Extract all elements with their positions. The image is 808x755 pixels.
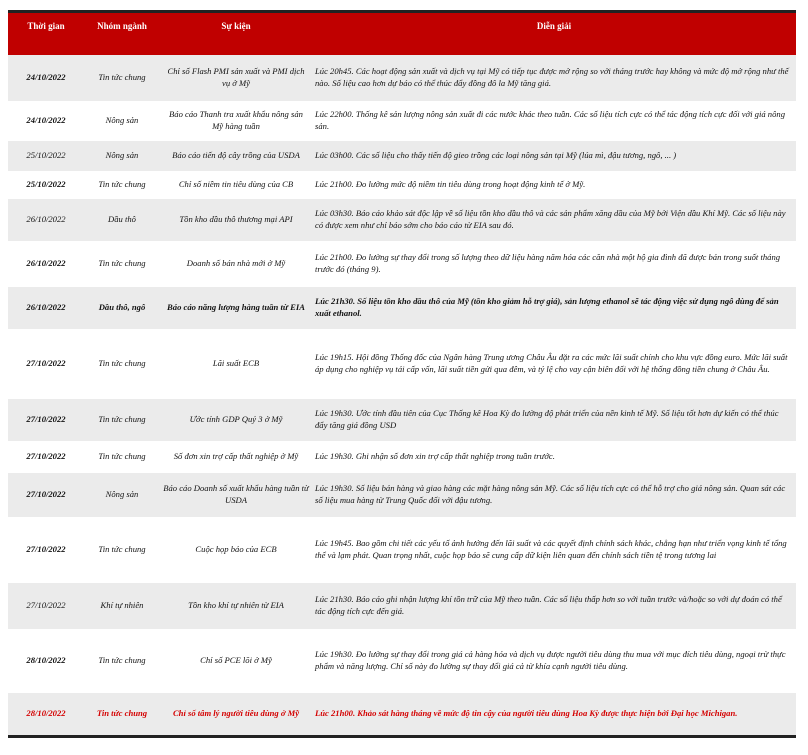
row-event: Doanh số bán nhà mới ở Mỹ	[160, 241, 312, 287]
row-description: Lúc 21h00. Đo lường sự thay đổi trong số lượng theo dữ liệu hàng năm hóa các căn nhà một hộ gia đình đã được bán trong suốt tháng trước đó (tháng 9).	[312, 241, 796, 287]
row-date: 27/10/2022	[8, 329, 84, 399]
row-description: Lúc 19h30. Đo lường sự thay đổi trong giá cả hàng hóa và dịch vụ được người tiêu dùng thu mua với mục đích tiêu dùng, ngoại trừ thực phẩm và năng lượng. Chỉ số này đo lường sự thay đổi giá cả từ khía cạnh người tiêu dùng.	[312, 629, 796, 693]
row-date: 26/10/2022	[8, 199, 84, 241]
row-event: Báo cáo năng lượng hàng tuần từ EIA	[160, 287, 312, 329]
row-description: Lúc 21h30. Báo cáo ghi nhận lượng khí tồn trữ của Mỹ theo tuần. Các số liệu thấp hơn so với tuần trước và/hoặc so với dự đoán có thể tác động tích cực đến giá.	[312, 583, 796, 629]
row-description: Lúc 20h45. Các hoạt động sản xuất và dịch vụ tại Mỹ có tiếp tục được mở rộng so với tháng trước hay không và mức độ mở rộng như thế nào. Số liệu cao hơn dự báo có thể thúc đẩy đồng đô la Mỹ tăng giá.	[312, 55, 796, 101]
row-description: Lúc 03h00. Các số liệu cho thấy tiến độ gieo trồng các loại nông sản tại Mỹ (lúa mì, đậu tương, ngô, ... )	[312, 141, 796, 171]
table-row	[8, 241, 796, 287]
row-group: Dầu thô, ngô	[84, 287, 160, 329]
table-row	[8, 441, 796, 473]
row-event: Ước tính GDP Quý 3 ở Mỹ	[160, 399, 312, 441]
row-group: Nông sản	[84, 473, 160, 517]
row-event: Tồn kho khí tự nhiên từ EIA	[160, 583, 312, 629]
row-date: 27/10/2022	[8, 473, 84, 517]
row-group: Tin tức chung	[84, 55, 160, 101]
row-event: Báo cáo Doanh số xuất khẩu hàng tuần từ USDA	[160, 473, 312, 517]
row-date: 24/10/2022	[8, 101, 84, 141]
table-row	[8, 629, 796, 693]
row-date: 27/10/2022	[8, 441, 84, 473]
row-description: Lúc 21h00. Đo lường mức độ niềm tin tiêu dùng trong hoạt động kinh tế ở Mỹ.	[312, 171, 796, 199]
row-description: Lúc 19h45. Bao gồm chi tiết các yếu tố ảnh hưởng đến lãi suất và các quyết định chính sách khác, chẳng hạn như triển vọng kinh tế tổng thể và lạm phát. Quan trọng nhất, cuộc họp báo sẽ cung cấp dữ kiện liên quan đến chính sách tiền tệ trong tương lai	[312, 517, 796, 583]
row-date: 26/10/2022	[8, 241, 84, 287]
row-group: Tin tức chung	[84, 517, 160, 583]
row-date: 27/10/2022	[8, 517, 84, 583]
row-group: Tin tức chung	[84, 441, 160, 473]
table-row	[8, 473, 796, 517]
table-row	[8, 517, 796, 583]
row-group: Nông sản	[84, 141, 160, 171]
row-group: Tin tức chung	[84, 629, 160, 693]
header-date: Thời gian	[8, 12, 84, 55]
row-group: Tin tức chung	[84, 241, 160, 287]
header-event: Sự kiện	[160, 12, 312, 55]
table-header-row	[8, 12, 796, 55]
row-description: Lúc 19h30. Ghi nhận số đơn xin trợ cấp thất nghiệp trong tuần trước.	[312, 441, 796, 473]
row-description: Lúc 21h30. Số liệu tồn kho dầu thô của Mỹ (tồn kho giảm hỗ trợ giá), sản lượng ethanol sẽ tác động việc sử dụng ngô dùng để sản xuất ethanol.	[312, 287, 796, 329]
events-table-container	[8, 10, 796, 738]
header-group: Nhóm ngành	[84, 12, 160, 55]
row-date: 27/10/2022	[8, 583, 84, 629]
row-event: Chỉ số Flash PMI sản xuất và PMI dịch vụ ở Mỹ	[160, 55, 312, 101]
row-group: Nông sản	[84, 101, 160, 141]
table-row	[8, 287, 796, 329]
row-group: Tin tức chung	[84, 329, 160, 399]
row-description: Lúc 21h00. Khảo sát hàng tháng về mức độ tin cậy của người tiêu dùng Hoa Kỳ được thực hiện bởi Đại học Michigan.	[312, 693, 796, 737]
row-event: Chỉ số PCE lõi ở Mỹ	[160, 629, 312, 693]
row-date: 26/10/2022	[8, 287, 84, 329]
economic-calendar-table	[8, 10, 796, 738]
row-event: Báo cáo tiến độ cây trồng của USDA	[160, 141, 312, 171]
table-row-highlighted	[8, 693, 796, 737]
row-event: Tồn kho dầu thô thương mại API	[160, 199, 312, 241]
row-group: Tin tức chung	[84, 693, 160, 737]
row-group: Khí tự nhiên	[84, 583, 160, 629]
row-event: Lãi suất ECB	[160, 329, 312, 399]
row-group: Tin tức chung	[84, 399, 160, 441]
table-row	[8, 329, 796, 399]
row-description: Lúc 19h30. Ước tính đầu tiên của Cục Thống kê Hoa Kỳ đo lường độ phát triển của nền kinh tế Mỹ. Số liệu tốt hơn dự kiến có thể thúc đẩy tăng giá đồng USD	[312, 399, 796, 441]
row-group: Dầu thô	[84, 199, 160, 241]
table-row	[8, 583, 796, 629]
row-date: 27/10/2022	[8, 399, 84, 441]
row-group: Tin tức chung	[84, 171, 160, 199]
table-row	[8, 141, 796, 171]
row-event: Báo cáo Thanh tra xuất khẩu nông sản Mỹ hàng tuần	[160, 101, 312, 141]
row-description: Lúc 19h15. Hội đồng Thống đốc của Ngân hàng Trung ương Châu Âu đặt ra các mức lãi suất chính cho khu vực đồng euro. Mức lãi suất áp dụng cho nghiệp vụ tái cấp vốn, lãi suất tiền gửi qua đêm, và tỷ lệ cho vay cận biên đối với hệ thống đồng tiền chung ở Châu Âu.	[312, 329, 796, 399]
row-description: Lúc 03h30. Báo cáo khảo sát độc lập về số liệu tồn kho dầu thô và các sản phẩm xăng dầu của Mỹ bởi Viện dầu Khí Mỹ. Các số liệu này có được xem như chỉ báo sớm cho báo cáo từ EIA sau đó.	[312, 199, 796, 241]
row-date: 25/10/2022	[8, 141, 84, 171]
table-row	[8, 55, 796, 101]
row-date: 28/10/2022	[8, 693, 84, 737]
row-description: Lúc 22h00. Thống kê sản lượng nông sản xuất đi các nước khác theo tuần. Các số liệu tích cực có thể tác động tích cực đối với giá nông sản.	[312, 101, 796, 141]
row-description: Lúc 19h30. Số liệu bán hàng và giao hàng các mặt hàng nông sản Mỹ. Các số liệu tích cực có thể hỗ trợ cho giá nông sản. Quan sát các số liệu mua hàng từ Trung Quốc đối với đậu tương.	[312, 473, 796, 517]
table-row	[8, 399, 796, 441]
row-date: 28/10/2022	[8, 629, 84, 693]
row-event: Cuộc họp báo của ECB	[160, 517, 312, 583]
row-event: Chỉ số niềm tin tiêu dùng của CB	[160, 171, 312, 199]
table-row	[8, 101, 796, 141]
row-date: 24/10/2022	[8, 55, 84, 101]
table-row	[8, 171, 796, 199]
row-event: Số đơn xin trợ cấp thất nghiệp ở Mỹ	[160, 441, 312, 473]
row-date: 25/10/2022	[8, 171, 84, 199]
header-description: Diễn giải	[312, 12, 796, 55]
table-row	[8, 199, 796, 241]
row-event: Chỉ số tâm lý người tiêu dùng ở Mỹ	[160, 693, 312, 737]
